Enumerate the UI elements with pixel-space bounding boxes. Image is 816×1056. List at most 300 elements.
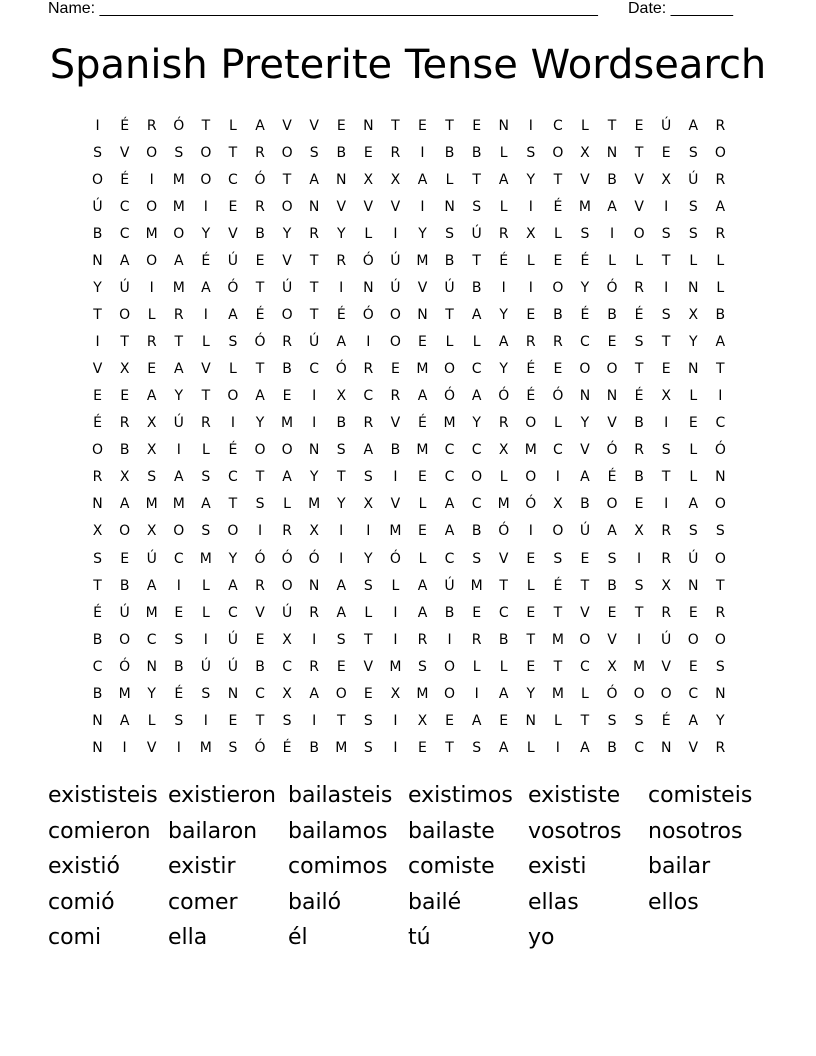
- grid-letter: A: [715, 334, 726, 351]
- word-list-item: bailasteis: [288, 783, 393, 808]
- grid-letter: I: [637, 550, 642, 567]
- grid-letter: V: [634, 199, 644, 216]
- grid-letter: E: [607, 334, 617, 351]
- grid-letter: A: [417, 577, 428, 594]
- grid-letter: R: [390, 388, 401, 405]
- grid-letter: V: [255, 604, 265, 621]
- grid-letter: A: [471, 307, 482, 324]
- grid-letter: R: [715, 739, 726, 756]
- grid-letter: M: [145, 226, 158, 243]
- grid-letter: S: [634, 577, 644, 594]
- grid-letter: É: [607, 469, 617, 486]
- grid-letter: S: [363, 577, 373, 594]
- grid-row: [84, 464, 734, 491]
- grid-letter: L: [499, 658, 508, 675]
- grid-letter: Ú: [281, 604, 293, 621]
- grid-letter: V: [607, 415, 617, 432]
- grid-letter: I: [312, 388, 317, 405]
- date-field-label: Date: _______: [628, 0, 733, 17]
- grid-row: [84, 302, 734, 329]
- grid-row: [84, 708, 734, 735]
- grid-letter: M: [551, 631, 564, 648]
- grid-letter: Ú: [281, 280, 293, 297]
- grid-letter: C: [444, 469, 455, 486]
- grid-letter: É: [634, 388, 644, 405]
- grid-letter: R: [634, 280, 644, 297]
- grid-letter: L: [229, 118, 237, 134]
- grid-letter: S: [174, 712, 184, 729]
- grid-letter: N: [308, 442, 320, 459]
- grid-letter: R: [92, 469, 103, 486]
- grid-letter: L: [201, 604, 210, 621]
- grid-letter: T: [174, 334, 184, 351]
- grid-letter: S: [472, 199, 482, 216]
- grid-letter: I: [393, 712, 398, 729]
- grid-letter: E: [418, 334, 427, 351]
- grid-letter: É: [580, 307, 590, 324]
- grid-letter: T: [634, 604, 644, 621]
- grid-letter: A: [715, 199, 726, 216]
- grid-letter: I: [95, 118, 100, 134]
- grid-letter: I: [555, 739, 560, 756]
- grid-letter: L: [581, 118, 589, 134]
- grid-letter: E: [472, 118, 482, 134]
- grid-letter: L: [418, 550, 427, 567]
- grid-letter: S: [472, 739, 482, 756]
- grid-letter: Ó: [119, 658, 131, 675]
- grid-letter: T: [716, 577, 725, 594]
- grid-letter: É: [228, 442, 238, 459]
- grid-letter: I: [230, 415, 235, 432]
- grid-row: [84, 410, 734, 437]
- grid-letter: L: [581, 685, 589, 702]
- grid-letter: Ó: [714, 442, 726, 459]
- grid-letter: I: [447, 631, 452, 648]
- grid-letter: Ó: [335, 361, 347, 378]
- grid-letter: L: [526, 577, 535, 594]
- grid-letter: R: [715, 172, 726, 189]
- grid-letter: I: [501, 280, 506, 297]
- grid-letter: L: [553, 712, 562, 729]
- grid-letter: A: [173, 253, 184, 270]
- grid-letter: E: [418, 739, 427, 756]
- grid-letter: S: [445, 226, 454, 243]
- grid-letter: N: [715, 469, 726, 486]
- word-list-item: él: [288, 925, 308, 950]
- grid-letter: L: [364, 604, 373, 621]
- grid-letter: Ó: [281, 550, 293, 567]
- letter-grid: [84, 113, 734, 762]
- grid-letter: E: [418, 469, 427, 486]
- word-list-item: yo: [528, 925, 555, 950]
- grid-letter: Ú: [688, 550, 699, 567]
- grid-letter: L: [689, 253, 698, 270]
- grid-letter: S: [201, 523, 211, 540]
- grid-row: [84, 654, 734, 681]
- grid-letter: Y: [580, 415, 590, 432]
- grid-letter: R: [119, 415, 130, 432]
- grid-letter: N: [688, 280, 699, 297]
- grid-letter: B: [607, 577, 617, 594]
- grid-letter: R: [553, 334, 563, 351]
- grid-letter: X: [390, 172, 401, 189]
- grid-row: [84, 167, 734, 194]
- grid-letter: S: [661, 307, 671, 324]
- grid-letter: S: [688, 145, 698, 162]
- grid-letter: E: [147, 361, 157, 378]
- grid-letter: Ó: [173, 118, 185, 134]
- grid-letter: I: [609, 226, 615, 243]
- grid-letter: B: [444, 253, 455, 270]
- grid-letter: C: [471, 496, 482, 513]
- grid-letter: A: [498, 739, 509, 756]
- grid-letter: A: [444, 496, 455, 513]
- grid-letter: L: [201, 577, 210, 594]
- word-list-row: [48, 851, 768, 887]
- grid-letter: Y: [309, 469, 319, 486]
- grid-letter: O: [173, 226, 185, 243]
- grid-letter: É: [93, 415, 102, 432]
- grid-letter: Ó: [362, 307, 374, 324]
- grid-letter: E: [499, 712, 509, 729]
- grid-letter: V: [92, 361, 103, 378]
- grid-letter: V: [228, 226, 238, 243]
- grid-letter: T: [526, 631, 536, 648]
- grid-letter: I: [203, 631, 208, 648]
- grid-letter: I: [393, 226, 398, 243]
- grid-letter: O: [552, 523, 564, 540]
- grid-letter: S: [363, 712, 373, 729]
- grid-letter: T: [255, 280, 265, 297]
- grid-letter: O: [227, 523, 239, 540]
- grid-letter: E: [553, 253, 563, 270]
- word-list-item: exististeis: [48, 783, 158, 808]
- grid-letter: T: [607, 118, 617, 134]
- grid-letter: N: [688, 577, 699, 594]
- grid-letter: E: [363, 145, 373, 162]
- grid-letter: S: [607, 550, 617, 567]
- word-list-item: comer: [168, 889, 238, 915]
- grid-letter: A: [228, 577, 238, 594]
- grid-letter: Ú: [309, 334, 320, 351]
- word-list-item: bailó: [288, 889, 342, 915]
- grid-letter: S: [201, 469, 211, 486]
- grid-letter: E: [607, 604, 617, 621]
- grid-letter: L: [553, 415, 562, 432]
- grid-letter: X: [92, 523, 103, 540]
- grid-letter: L: [445, 172, 454, 189]
- grid-letter: T: [553, 172, 563, 189]
- grid-letter: Y: [174, 388, 184, 405]
- grid-letter: V: [336, 199, 347, 216]
- grid-letter: Ó: [606, 685, 618, 702]
- grid-letter: S: [336, 631, 346, 648]
- grid-row: [84, 248, 734, 275]
- grid-letter: L: [526, 739, 535, 756]
- grid-letter: I: [312, 712, 317, 729]
- grid-letter: C: [92, 658, 103, 675]
- grid-letter: N: [606, 145, 618, 162]
- grid-letter: N: [227, 685, 239, 702]
- grid-letter: Y: [282, 226, 292, 243]
- grid-letter: T: [661, 469, 671, 486]
- grid-letter: Ó: [552, 388, 564, 405]
- grid-letter: L: [418, 496, 427, 513]
- grid-letter: M: [578, 199, 591, 216]
- grid-letter: R: [417, 631, 428, 648]
- page-title: Spanish Preterite Tense Wordsearch: [49, 42, 767, 88]
- grid-letter: T: [228, 145, 238, 162]
- grid-letter: I: [664, 199, 669, 216]
- grid-letter: N: [417, 307, 428, 324]
- grid-letter: O: [552, 145, 564, 162]
- word-list-item: existieron: [168, 783, 276, 808]
- grid-letter: I: [393, 631, 398, 648]
- grid-letter: I: [312, 415, 317, 432]
- grid-letter: N: [363, 280, 374, 297]
- grid-letter: M: [145, 496, 158, 513]
- grid-letter: C: [444, 550, 455, 567]
- grid-letter: I: [203, 712, 208, 729]
- grid-letter: A: [255, 388, 265, 405]
- grid-letter: E: [688, 604, 698, 621]
- grid-letter: S: [661, 226, 671, 243]
- grid-letter: R: [146, 334, 157, 351]
- grid-row: [84, 546, 734, 573]
- grid-letter: Ó: [606, 280, 618, 297]
- grid-letter: Y: [364, 550, 373, 567]
- grid-letter: O: [389, 307, 401, 324]
- grid-letter: B: [336, 415, 347, 432]
- grid-letter: E: [255, 253, 265, 270]
- grid-letter: L: [201, 442, 210, 459]
- grid-letter: T: [580, 712, 590, 729]
- grid-letter: Ó: [308, 550, 320, 567]
- grid-letter: O: [281, 577, 293, 594]
- grid-letter: N: [606, 388, 618, 405]
- grid-letter: O: [200, 145, 212, 162]
- grid-letter: Y: [472, 415, 481, 432]
- grid-letter: R: [146, 118, 157, 134]
- grid-letter: Ú: [390, 253, 401, 270]
- grid-letter: N: [92, 739, 103, 756]
- grid-letter: L: [391, 577, 400, 594]
- grid-letter: O: [606, 496, 618, 513]
- grid-letter: S: [688, 199, 698, 216]
- grid-letter: O: [146, 145, 158, 162]
- grid-letter: R: [498, 226, 509, 243]
- grid-letter: V: [282, 118, 292, 134]
- grid-letter: I: [528, 199, 533, 216]
- grid-letter: T: [93, 307, 102, 324]
- grid-letter: B: [471, 145, 482, 162]
- grid-row: [84, 573, 734, 600]
- grid-letter: É: [553, 199, 563, 216]
- grid-letter: E: [363, 685, 373, 702]
- grid-letter: Ú: [227, 253, 239, 270]
- grid-letter: S: [363, 469, 373, 486]
- word-list-row: [48, 887, 768, 923]
- word-list-item: bailaron: [168, 818, 258, 844]
- grid-letter: R: [309, 658, 320, 675]
- grid-row: [84, 491, 734, 518]
- grid-letter: M: [497, 496, 510, 513]
- grid-letter: R: [173, 307, 184, 324]
- grid-letter: E: [228, 199, 238, 216]
- grid-letter: O: [714, 550, 726, 567]
- grid-letter: I: [718, 388, 723, 405]
- grid-letter: I: [528, 280, 533, 297]
- grid-letter: Ó: [498, 523, 510, 540]
- grid-letter: T: [201, 118, 211, 134]
- grid-letter: C: [146, 631, 157, 648]
- grid-letter: X: [309, 523, 319, 540]
- word-list-item: bailamos: [288, 818, 388, 844]
- grid-letter: Ú: [119, 280, 130, 297]
- grid-letter: A: [201, 280, 211, 297]
- grid-letter: I: [393, 604, 398, 621]
- grid-letter: B: [715, 307, 726, 324]
- grid-letter: O: [687, 631, 699, 648]
- grid-letter: A: [119, 712, 130, 729]
- grid-letter: E: [445, 712, 454, 729]
- grid-letter: E: [634, 118, 644, 134]
- grid-letter: M: [633, 658, 646, 675]
- grid-letter: A: [228, 307, 238, 324]
- grid-letter: S: [715, 658, 725, 675]
- grid-letter: I: [176, 739, 181, 756]
- grid-letter: V: [580, 604, 590, 621]
- grid-letter: O: [444, 361, 456, 378]
- grid-letter: L: [635, 253, 643, 270]
- grid-letter: M: [524, 442, 537, 459]
- grid-letter: S: [174, 631, 184, 648]
- grid-row: [84, 681, 734, 708]
- grid-letter: O: [444, 685, 456, 702]
- grid-letter: O: [146, 253, 158, 270]
- grid-letter: Ú: [227, 658, 239, 675]
- grid-letter: C: [715, 415, 726, 432]
- grid-letter: M: [118, 685, 131, 702]
- grid-letter: A: [417, 172, 428, 189]
- grid-letter: N: [92, 496, 103, 513]
- grid-letter: T: [661, 253, 671, 270]
- grid-letter: R: [661, 523, 672, 540]
- grid-letter: V: [390, 415, 401, 432]
- grid-letter: I: [339, 550, 344, 567]
- grid-letter: O: [714, 631, 726, 648]
- grid-letter: É: [418, 415, 427, 432]
- grid-letter: B: [390, 442, 401, 459]
- grid-letter: O: [525, 469, 537, 486]
- grid-letter: T: [255, 469, 265, 486]
- grid-letter: B: [553, 307, 563, 324]
- grid-letter: E: [526, 658, 536, 675]
- grid-letter: B: [92, 631, 103, 648]
- grid-letter: Ú: [579, 523, 591, 540]
- grid-letter: L: [472, 658, 481, 675]
- grid-row: [84, 437, 734, 464]
- grid-letter: N: [444, 199, 455, 216]
- grid-letter: T: [282, 172, 292, 189]
- word-list-item: nosotros: [648, 818, 743, 844]
- grid-letter: L: [472, 334, 481, 351]
- grid-letter: É: [255, 307, 265, 324]
- grid-letter: T: [255, 712, 265, 729]
- grid-letter: E: [390, 361, 400, 378]
- grid-letter: E: [553, 361, 563, 378]
- grid-letter: Y: [147, 685, 156, 702]
- grid-letter: O: [119, 631, 131, 648]
- grid-letter: I: [366, 334, 371, 351]
- word-list-item: comi: [48, 925, 102, 950]
- grid-letter: S: [336, 442, 346, 459]
- grid-letter: Ú: [92, 199, 103, 216]
- grid-letter: V: [417, 280, 428, 297]
- word-list-item: bailé: [408, 889, 462, 915]
- grid-letter: N: [498, 118, 509, 134]
- grid-letter: Ú: [173, 415, 184, 432]
- grid-letter: T: [309, 307, 319, 324]
- word-list-item: comió: [48, 889, 115, 915]
- grid-letter: M: [389, 658, 402, 675]
- grid-row: [84, 600, 734, 627]
- grid-letter: C: [498, 604, 509, 621]
- grid-letter: E: [336, 658, 346, 675]
- grid-letter: M: [335, 739, 348, 756]
- grid-letter: T: [634, 145, 644, 162]
- grid-letter: I: [555, 469, 560, 486]
- grid-letter: Ó: [606, 442, 618, 459]
- grid-letter: A: [688, 118, 699, 134]
- grid-letter: L: [689, 388, 698, 405]
- grid-letter: B: [255, 658, 265, 675]
- grid-letter: R: [309, 604, 320, 621]
- grid-letter: Y: [580, 280, 590, 297]
- grid-letter: X: [146, 442, 157, 459]
- grid-letter: T: [580, 577, 590, 594]
- grid-letter: M: [470, 577, 483, 594]
- grid-letter: T: [336, 469, 346, 486]
- grid-letter: É: [336, 307, 346, 324]
- grid-letter: L: [499, 145, 508, 162]
- grid-letter: I: [176, 442, 181, 459]
- grid-letter: L: [445, 334, 454, 351]
- grid-letter: E: [661, 145, 671, 162]
- grid-letter: R: [255, 199, 265, 216]
- grid-letter: E: [174, 604, 184, 621]
- grid-letter: B: [580, 496, 590, 513]
- grid-letter: A: [282, 469, 292, 486]
- grid-letter: É: [526, 361, 536, 378]
- grid-letter: I: [393, 469, 398, 486]
- grid-letter: M: [172, 496, 185, 513]
- grid-letter: T: [255, 361, 265, 378]
- grid-letter: É: [282, 739, 292, 756]
- grid-letter: M: [281, 415, 294, 432]
- grid-letter: T: [309, 280, 319, 297]
- grid-letter: T: [472, 172, 481, 189]
- grid-letter: B: [471, 280, 482, 297]
- grid-letter: S: [661, 442, 671, 459]
- grid-letter: O: [606, 361, 618, 378]
- grid-letter: E: [282, 388, 292, 405]
- grid-letter: X: [661, 388, 671, 405]
- grid-letter: A: [119, 253, 130, 270]
- grid-letter: R: [363, 361, 374, 378]
- grid-letter: V: [363, 658, 374, 675]
- grid-letter: C: [363, 388, 374, 405]
